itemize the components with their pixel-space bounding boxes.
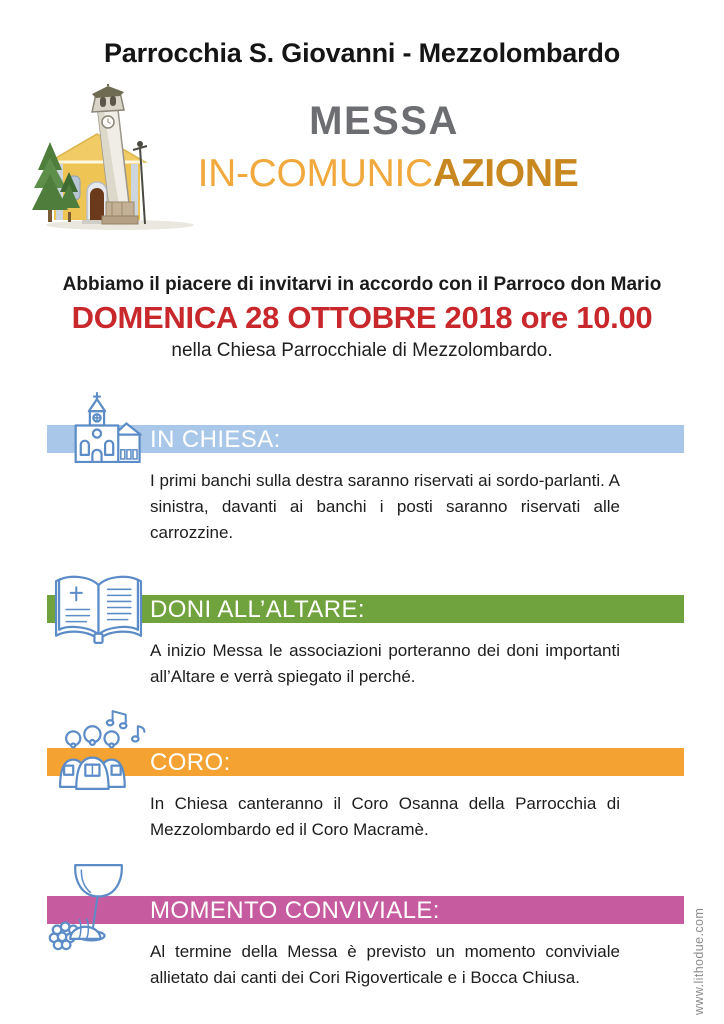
section-banner: MOMENTO CONVIVIALE: [47, 896, 684, 924]
section-banner: DONI ALL’ALTARE: [47, 595, 684, 623]
printer-watermark: www.lithodue.com [692, 907, 706, 1015]
section-body-text: Al termine della Messa è previsto un momento conviviale allietato dai canti dei Cori Rigoverticale e i Bocca Chiusa. [150, 942, 620, 987]
event-location: nella Chiesa Parrocchiale di Mezzolombardo. [171, 340, 553, 361]
section-banner: CORO: [47, 748, 684, 776]
event-date: DOMENICA 28 OTTOBRE 2018 ore 10.00 [71, 300, 653, 335]
chalice-bread-icon [48, 859, 149, 952]
section-body-text: A inizio Messa le associazioni porteranno dei doni importanti all’Altare e verrà spiegato il perché. [150, 641, 620, 686]
invitation-intro: Abbiamo il piacere di invitarvi in accordo con il Parroco don Mario [62, 274, 662, 295]
page-title: Parrocchia S. Giovanni - Mezzolombardo [104, 38, 620, 68]
section-body-text: In Chiesa canteranno il Coro Osanna della Parrocchia di Mezzolombardo ed il Coro Macramè. [150, 794, 620, 839]
open-book-icon [50, 569, 147, 646]
church-icon [55, 392, 143, 463]
invitation-block [0, 272, 724, 364]
subtitle-messa: MESSA [309, 99, 459, 143]
choir-icon [52, 705, 153, 792]
wordmark-incomunicazione [52, 152, 724, 196]
section-banner: IN CHIESA: [47, 425, 684, 453]
wordmark-light-part: IN-COMUNIC [197, 152, 433, 195]
section-body-text: I primi banchi sulla destra saranno riservati ai sordo-parlanti. A sinistra, davanti ai banchi i posti saranno riservati alle carrozzine. [150, 471, 620, 542]
wordmark-bold-part: AZIONE [432, 152, 579, 195]
